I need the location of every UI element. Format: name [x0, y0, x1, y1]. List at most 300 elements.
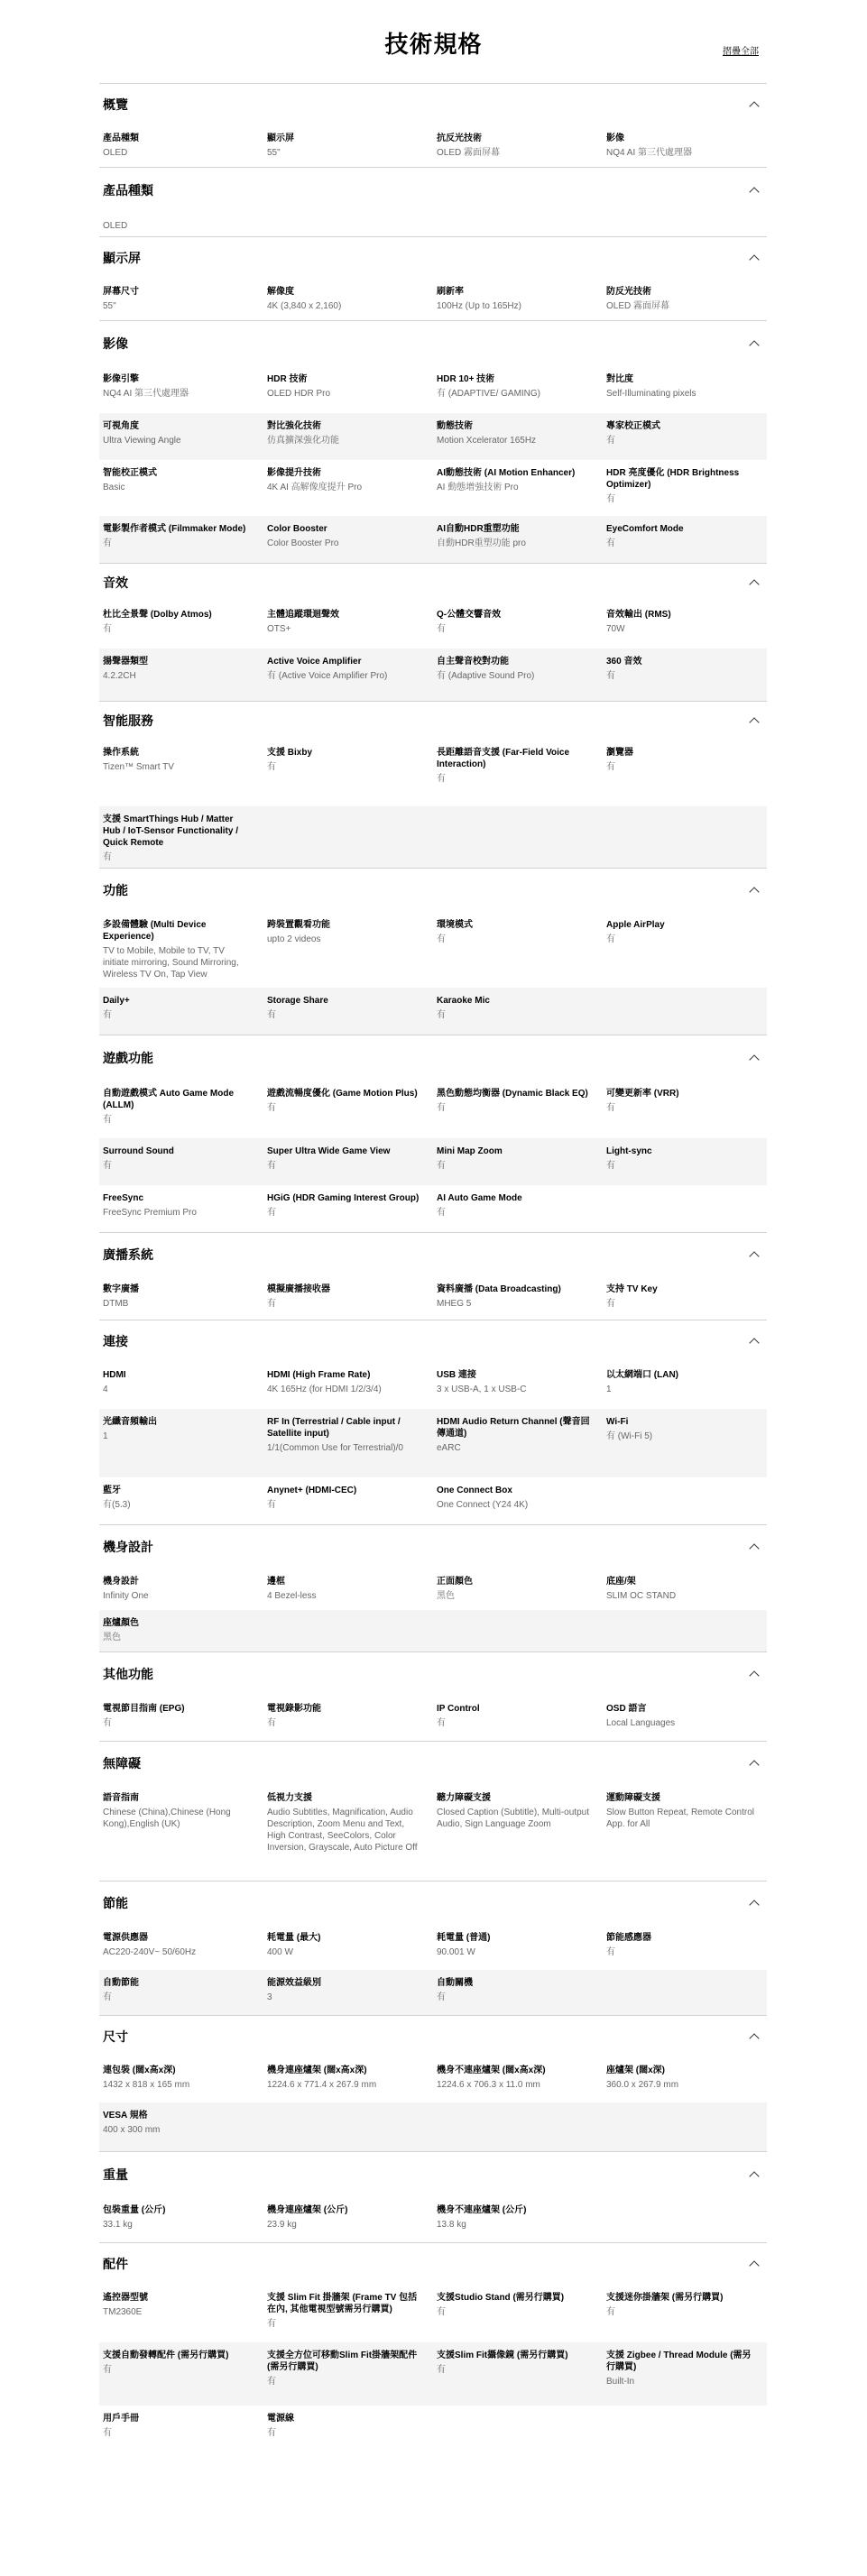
spec-value: 400 W — [267, 1947, 293, 1957]
spec-label: FreeSync — [103, 1193, 144, 1203]
spec-value: One Connect (Y24 4K) — [437, 1500, 529, 1510]
section-title: 重量 — [103, 2167, 128, 2182]
spec-value: Slow Button Repeat, Remote Control App. for All — [606, 1808, 754, 1829]
spec-section-0 — [99, 83, 767, 167]
spec-label: HDMI (High Frame Rate) — [267, 1370, 371, 1380]
spec-label: 機身連座爐架 (公斤) — [267, 2205, 348, 2215]
spec-row — [99, 2057, 767, 2102]
spec-item — [103, 656, 267, 701]
spec-item — [267, 919, 437, 988]
spec-item — [437, 1088, 606, 1138]
spec-value: 有 (Adaptive Sound Pro) — [437, 671, 535, 681]
page-title: 技術規格 — [384, 31, 483, 58]
spec-label: Apple AirPlay — [606, 920, 665, 930]
spec-label: 揚聲器類型 — [103, 657, 148, 667]
spec-row — [99, 1362, 767, 1409]
spec-item — [606, 420, 770, 460]
section-header[interactable] — [99, 2016, 767, 2057]
spec-item — [103, 2110, 267, 2151]
spec-item — [103, 747, 267, 806]
spec-value: 有 — [606, 671, 615, 681]
spec-item — [437, 919, 606, 988]
spec-value: 有 — [606, 1947, 615, 1957]
spec-label: 自主聲音校對功能 — [437, 657, 509, 667]
spec-value: 有 — [437, 1718, 446, 1728]
spec-item — [103, 1576, 267, 1610]
spec-row — [99, 125, 767, 167]
section-title: 無障礙 — [103, 1756, 141, 1771]
collapse-all-link[interactable]: 摺疊全部 — [723, 47, 759, 57]
spec-label: HDMI — [103, 1370, 126, 1380]
spec-value: 1224.6 x 771.4 x 267.9 mm — [267, 2080, 377, 2090]
spec-label: 支持 TV Key — [606, 1284, 658, 1294]
spec-section-7 — [99, 1035, 767, 1232]
spec-value: 有 — [267, 1718, 276, 1728]
spec-label: 以太網端口 (LAN) — [606, 1370, 678, 1380]
spec-label: 機身不連座爐架 (公斤) — [437, 2205, 527, 2215]
section-title: 功能 — [103, 883, 128, 897]
spec-value: 有 — [103, 1115, 112, 1125]
spec-label: 光纖音頻輸出 — [103, 1417, 157, 1427]
spec-item — [437, 1932, 606, 1970]
section-title: 其他功能 — [103, 1667, 153, 1681]
spec-row — [99, 2342, 767, 2406]
spec-value: 4K (3,840 x 2,160) — [267, 301, 342, 311]
spec-value: 有 — [606, 762, 615, 772]
spec-value: 有 — [606, 436, 615, 446]
spec-label: 智能校正模式 — [103, 468, 157, 478]
spec-label: 支援Slim Fit攝像鏡 (需另行購買) — [437, 2351, 568, 2360]
spec-item — [606, 1792, 770, 1881]
spec-item — [437, 1485, 606, 1524]
spec-label: 支援 Zigbee / Thread Module (需另行購買) — [606, 2351, 752, 2372]
spec-label: 多設備體驗 (Multi Device Experience) — [103, 920, 207, 942]
section-title: 遊戲功能 — [103, 1051, 153, 1065]
spec-label: 邊框 — [267, 1577, 285, 1587]
spec-value: OLED — [103, 148, 128, 158]
spec-label: 用戶手冊 — [103, 2414, 139, 2424]
section-header[interactable] — [99, 1233, 767, 1276]
spec-value: 有 — [437, 2307, 446, 2317]
spec-row — [99, 460, 767, 516]
spec-value: upto 2 videos — [267, 934, 321, 944]
spec-label: HGiG (HDR Gaming Interest Group) — [267, 1193, 420, 1203]
spec-item — [103, 1703, 267, 1741]
spec-row — [99, 1970, 767, 2015]
spec-label: 電源供應器 — [103, 1933, 148, 1943]
spec-row — [99, 2406, 767, 2449]
spec-item — [103, 133, 267, 167]
spec-item — [103, 2292, 267, 2342]
spec-label: Active Voice Amplifier — [267, 657, 362, 667]
spec-item — [267, 1703, 437, 1741]
spec-value: 有 — [437, 934, 446, 944]
spec-value: NQ4 AI 第三代處理器 — [606, 148, 693, 158]
section-header[interactable] — [99, 1035, 767, 1081]
chevron-up-icon[interactable] — [749, 340, 759, 350]
spec-value: Basic — [103, 483, 125, 492]
spec-value: 4.2.2CH — [103, 671, 136, 681]
spec-value: OLED — [103, 221, 128, 231]
spec-row — [99, 1185, 767, 1232]
spec-label: 360 音效 — [606, 657, 642, 667]
spec-value: 有 — [103, 2365, 112, 2375]
chevron-up-icon[interactable] — [749, 1251, 759, 1261]
spec-label: 對比度 — [606, 374, 633, 384]
spec-label: Super Ultra Wide Game View — [267, 1146, 391, 1156]
spec-label: 電視錄影功能 — [267, 1704, 321, 1714]
spec-row — [99, 1925, 767, 1970]
spec-section-12 — [99, 1741, 767, 1881]
spec-value: 有 — [103, 852, 112, 862]
spec-value: 3 — [267, 1992, 272, 2002]
spec-item — [437, 609, 606, 649]
spec-item — [103, 1088, 267, 1138]
spec-value: 有 — [437, 2365, 446, 2375]
spec-item — [437, 1576, 606, 1610]
spec-item — [606, 1088, 770, 1138]
spec-label: 抗反光技術 — [437, 133, 482, 143]
spec-value: 有 — [103, 2428, 112, 2438]
spec-item — [103, 814, 267, 868]
spec-item — [103, 919, 267, 988]
section-header[interactable] — [99, 1652, 767, 1696]
chevron-up-icon[interactable] — [749, 579, 759, 589]
spec-label: Storage Share — [267, 996, 328, 1006]
spec-item — [267, 1145, 437, 1185]
spec-item — [437, 747, 606, 806]
section-header[interactable] — [99, 2243, 767, 2285]
spec-label: 支援全方位可移動Slim Fit掛牆架配件 (需另行購買) — [267, 2351, 418, 2372]
spec-label: 機身設計 — [103, 1577, 139, 1587]
spec-value: 13.8 kg — [437, 2220, 466, 2230]
spec-value: 有 (Wi-Fi 5) — [606, 1431, 653, 1441]
spec-value: 有 — [437, 624, 446, 634]
spec-value: Self-Illuminating pixels — [606, 389, 696, 399]
spec-value: OLED 霧面屏幕 — [606, 301, 670, 311]
spec-row — [99, 516, 767, 563]
spec-item — [606, 1576, 770, 1610]
spec-label: 藍牙 — [103, 1486, 121, 1495]
spec-label: 瀏覽器 — [606, 748, 633, 758]
spec-label: 運動障礙支援 — [606, 1793, 660, 1803]
spec-item — [606, 133, 770, 167]
section-title: 尺寸 — [103, 2029, 128, 2044]
spec-value: 有 — [267, 1103, 276, 1113]
spec-item — [606, 2065, 770, 2102]
spec-item — [103, 373, 267, 413]
spec-section-2 — [99, 236, 767, 320]
spec-label: 支援Studio Stand (需另行購買) — [437, 2293, 565, 2303]
spec-item — [437, 1283, 606, 1320]
spec-item — [606, 2350, 770, 2406]
spec-item — [606, 1369, 770, 1409]
spec-label: AI Auto Game Mode — [437, 1193, 522, 1203]
spec-value: 有 — [606, 2307, 615, 2317]
spec-row — [99, 1081, 767, 1138]
spec-row — [99, 1477, 767, 1524]
spec-row — [99, 1569, 767, 1610]
spec-item — [267, 1576, 437, 1610]
spec-value: 有 — [103, 1010, 112, 1020]
spec-row — [99, 912, 767, 988]
spec-section-3 — [99, 320, 767, 563]
spec-row — [99, 366, 767, 413]
section-title: 智能服務 — [103, 713, 153, 728]
chevron-up-icon[interactable] — [749, 717, 759, 727]
spec-value: 有 — [267, 1500, 276, 1510]
spec-row — [99, 279, 767, 320]
spec-value: 有 — [103, 624, 112, 634]
spec-item — [606, 373, 770, 413]
spec-label: USB 連接 — [437, 1370, 476, 1380]
spec-value: Tizen™ Smart TV — [103, 762, 174, 772]
spec-item — [267, 1932, 437, 1970]
spec-item — [103, 1792, 267, 1881]
spec-label: 支援迷你掛牆架 (需另行購買) — [606, 2293, 724, 2303]
spec-value: 有 — [437, 1208, 446, 1218]
spec-item — [267, 1283, 437, 1320]
spec-value: 1 — [606, 1385, 612, 1394]
section-header[interactable] — [99, 1525, 767, 1569]
spec-value: 有 — [606, 934, 615, 944]
spec-value: NQ4 AI 第三代處理器 — [103, 389, 189, 399]
spec-item — [606, 1145, 770, 1185]
spec-label: 機身連座爐架 (闊x高x深) — [267, 2065, 367, 2075]
spec-value: 黑色 — [103, 1633, 121, 1642]
spec-row — [99, 1785, 767, 1881]
spec-row — [99, 1138, 767, 1185]
spec-row — [99, 1409, 767, 1477]
section-header[interactable] — [99, 321, 767, 366]
spec-label: Color Booster — [267, 524, 327, 534]
spec-label: 顯示屏 — [267, 133, 294, 143]
spec-value: 有 — [606, 1299, 615, 1309]
spec-item — [103, 420, 267, 460]
spec-label: 座爐架 (闊x深) — [606, 2065, 665, 2075]
spec-item — [103, 2204, 267, 2242]
spec-value: 有 — [267, 2319, 276, 2329]
spec-item — [606, 1703, 770, 1741]
spec-label: 可視角度 — [103, 421, 139, 431]
section-header[interactable] — [99, 1742, 767, 1785]
spec-value: OLED 霧面屏幕 — [437, 148, 501, 158]
spec-item — [437, 1192, 606, 1232]
spec-item — [437, 995, 606, 1035]
spec-label: 座爐顏色 — [103, 1618, 139, 1628]
spec-section-15 — [99, 2151, 767, 2242]
spec-label: One Connect Box — [437, 1486, 512, 1495]
spec-item — [103, 2065, 267, 2102]
spec-value: AC220-240V~ 50/60Hz — [103, 1947, 197, 1957]
section-title: 概覽 — [103, 97, 128, 112]
chevron-up-icon[interactable] — [749, 254, 759, 264]
spec-item — [437, 373, 606, 413]
spec-value: 1224.6 x 706.3 x 11.0 mm — [437, 2080, 540, 2090]
spec-item — [606, 1283, 770, 1320]
spec-section-5 — [99, 701, 767, 868]
section-title: 影像 — [103, 336, 128, 351]
chevron-up-icon[interactable] — [749, 1900, 759, 1909]
spec-value: MHEG 5 — [437, 1299, 472, 1309]
spec-item — [437, 1369, 606, 1409]
spec-item — [437, 656, 606, 701]
spec-label: AI動態技術 (AI Motion Enhancer) — [437, 468, 576, 478]
spec-label: 動態技術 — [437, 421, 473, 431]
section-header[interactable] — [99, 564, 767, 602]
spec-value: 1432 x 818 x 165 mm — [103, 2080, 190, 2090]
chevron-up-icon[interactable] — [749, 1054, 759, 1064]
spec-row — [99, 213, 767, 236]
spec-item — [103, 2350, 267, 2406]
chevron-up-icon[interactable] — [749, 2033, 759, 2043]
section-header[interactable] — [99, 1320, 767, 1362]
spec-label: IP Control — [437, 1704, 480, 1714]
spec-item — [606, 609, 770, 649]
spec-item — [103, 523, 267, 563]
spec-item — [267, 656, 437, 701]
spec-label: 電源線 — [267, 2414, 294, 2424]
spec-row — [99, 2102, 767, 2151]
spec-value: 有 — [606, 1103, 615, 1113]
spec-value: Audio Subtitles, Magnification, Audio Description, Zoom Menu and Text, High Contrast, SeeColors, Color Inversion, Grayscale, Auto Picture Off — [267, 1808, 418, 1853]
chevron-up-icon[interactable] — [749, 1338, 759, 1348]
spec-label: 連包裝 (闊x高x深) — [103, 2065, 176, 2075]
spec-label: 長距離語音支援 (Far-Field Voice Interaction) — [437, 748, 570, 769]
spec-value: TM2360E — [103, 2307, 143, 2317]
spec-label: 影像提升技術 — [267, 468, 321, 478]
spec-value: 23.9 kg — [267, 2220, 297, 2230]
spec-section-1 — [99, 167, 767, 236]
spec-item — [267, 1192, 437, 1232]
spec-label: 操作系統 — [103, 748, 139, 758]
spec-label: 環境模式 — [437, 920, 473, 930]
spec-value: OTS+ — [267, 624, 291, 634]
spec-item — [267, 1792, 437, 1881]
spec-item — [437, 1977, 606, 2015]
chevron-up-icon[interactable] — [749, 887, 759, 897]
spec-item — [267, 1977, 437, 2015]
section-header[interactable] — [99, 168, 767, 213]
spec-value: 有 — [267, 1299, 276, 1309]
section-title: 配件 — [103, 2257, 128, 2271]
section-header[interactable] — [99, 869, 767, 912]
spec-label: 可變更新率 (VRR) — [606, 1089, 679, 1099]
spec-item — [103, 1192, 267, 1232]
spec-value: 55" — [103, 301, 116, 311]
spec-row — [99, 806, 767, 868]
spec-item — [437, 420, 606, 460]
spec-item — [267, 1416, 437, 1477]
spec-value: 有 — [437, 774, 446, 784]
spec-value: 400 x 300 mm — [103, 2125, 161, 2135]
spec-value: OLED HDR Pro — [267, 389, 331, 399]
spec-value: 有 — [606, 538, 615, 548]
spec-label: 聽力障礙支援 — [437, 1793, 491, 1803]
chevron-up-icon[interactable] — [749, 1670, 759, 1680]
spec-item — [606, 2292, 770, 2342]
spec-item — [437, 467, 606, 516]
spec-item — [103, 1416, 267, 1477]
spec-item — [267, 2065, 437, 2102]
spec-item — [437, 2204, 606, 2242]
spec-item — [103, 1369, 267, 1409]
spec-item — [103, 1977, 267, 2015]
spec-label: 影像 — [606, 133, 624, 143]
spec-item — [103, 995, 267, 1035]
section-header[interactable] — [99, 237, 767, 279]
chevron-up-icon[interactable] — [749, 1543, 759, 1553]
spec-label: 解像度 — [267, 287, 294, 297]
spec-label: 跨裝置觀看功能 — [267, 920, 330, 930]
spec-value: 自動HDR重塑功能 pro — [437, 538, 526, 548]
spec-item — [267, 420, 437, 460]
page-header — [0, 0, 867, 83]
chevron-up-icon[interactable] — [749, 1760, 759, 1770]
spec-label: Q-公體交響音效 — [437, 610, 502, 620]
spec-value: 有 (Active Voice Amplifier Pro) — [267, 671, 388, 681]
section-header[interactable] — [99, 2152, 767, 2197]
spec-item — [606, 523, 770, 563]
spec-label: 資料廣播 (Data Broadcasting) — [437, 1284, 561, 1294]
section-title: 機身設計 — [103, 1540, 153, 1554]
chevron-up-icon[interactable] — [749, 2171, 759, 2181]
spec-label: VESA 規格 — [103, 2111, 148, 2121]
spec-label: Daily+ — [103, 996, 130, 1006]
spec-item — [437, 523, 606, 563]
section-header[interactable] — [99, 702, 767, 740]
spec-section-9 — [99, 1320, 767, 1524]
chevron-up-icon[interactable] — [749, 101, 759, 111]
spec-item — [267, 1485, 437, 1524]
spec-value: 有 — [606, 494, 615, 504]
spec-item — [103, 1932, 267, 1970]
spec-value: Infinity One — [103, 1591, 149, 1601]
spec-section-4 — [99, 563, 767, 701]
spec-value: Built-In — [606, 2377, 635, 2387]
spec-value: Color Booster Pro — [267, 538, 339, 548]
spec-label: RF In (Terrestrial / Cable input / Satellite input) — [267, 1417, 401, 1439]
spec-item — [267, 133, 437, 167]
chevron-up-icon[interactable] — [749, 187, 759, 197]
spec-item — [267, 2350, 437, 2406]
spec-value: 4K 165Hz (for HDMI 1/2/3/4) — [267, 1385, 382, 1394]
spec-label: EyeComfort Mode — [606, 524, 684, 534]
spec-value: SLIM OC STAND — [606, 1591, 677, 1601]
spec-item — [437, 2350, 606, 2406]
spec-label: 低視力支援 — [267, 1793, 312, 1803]
spec-label: 對比強化技術 — [267, 421, 321, 431]
spec-label: 屏幕尺寸 — [103, 287, 139, 297]
section-header[interactable] — [99, 84, 767, 125]
spec-item — [103, 1145, 267, 1185]
spec-value: Chinese (China),Chinese (Hong Kong),English (UK) — [103, 1808, 231, 1829]
spec-item — [437, 133, 606, 167]
chevron-up-icon[interactable] — [749, 2260, 759, 2270]
spec-label: 支援 Slim Fit 掛牆架 (Frame TV 包括在內, 其他電視型號需另行購買) — [267, 2293, 418, 2314]
spec-label: 遙控器型號 — [103, 2293, 148, 2303]
spec-item — [103, 1283, 267, 1320]
spec-item — [103, 1617, 267, 1651]
spec-item — [267, 1088, 437, 1138]
spec-value: 有 — [267, 1010, 276, 1020]
spec-label: OSD 語言 — [606, 1704, 647, 1714]
spec-value: 70W — [606, 624, 625, 634]
spec-value: Local Languages — [606, 1718, 676, 1728]
spec-item — [267, 609, 437, 649]
spec-section-13 — [99, 1881, 767, 2015]
section-header[interactable] — [99, 1881, 767, 1925]
